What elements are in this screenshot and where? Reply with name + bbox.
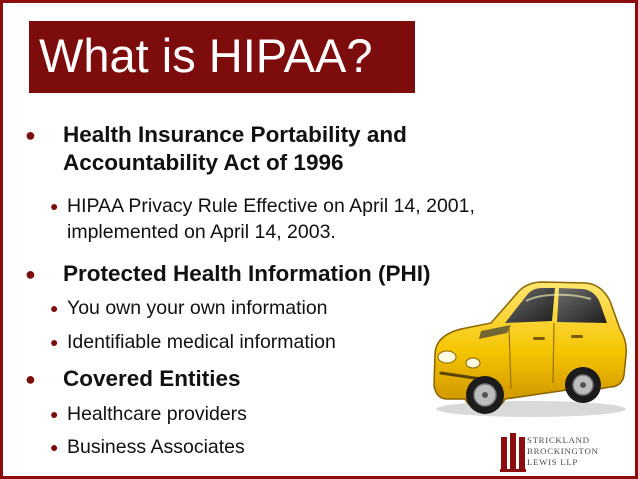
section-heading-covered-entities xyxy=(25,365,241,393)
firm-name-line: STRICKLAND xyxy=(527,435,590,445)
sub-bullet-business-associates xyxy=(50,434,245,460)
sub-bullet-line: implemented on April 14, 2003. xyxy=(67,221,336,243)
sub-bullet-line: You own your own information xyxy=(67,297,328,319)
bullet-icon: ● xyxy=(25,125,36,145)
sub-bullet-line: Healthcare providers xyxy=(67,403,247,425)
sub-bullet-identifiable-info xyxy=(50,329,336,355)
section-heading-hipaa xyxy=(25,121,407,177)
title-bar xyxy=(29,21,415,93)
slide-title: What is HIPAA? xyxy=(39,29,373,82)
bullet-icon: ● xyxy=(50,198,59,214)
bullet-icon: ● xyxy=(50,439,59,455)
sub-bullet-healthcare-providers xyxy=(50,401,247,427)
firm-logo-mark-icon xyxy=(500,433,526,473)
bullet-icon: ● xyxy=(25,369,36,389)
heading-line: Health Insurance Portability and xyxy=(63,122,407,147)
sub-bullet-own-info xyxy=(50,295,328,321)
bullet-icon: ● xyxy=(50,334,59,350)
firm-name-line: LEWIS LLP xyxy=(527,457,579,467)
sub-bullet-privacy-rule xyxy=(50,193,475,245)
heading-line: Covered Entities xyxy=(63,366,241,391)
sub-bullet-line: Identifiable medical information xyxy=(67,331,336,353)
sub-bullet-line: HIPAA Privacy Rule Effective on April 14, 2001, xyxy=(67,195,475,217)
firm-logo xyxy=(500,431,632,473)
heading-line: Protected Health Information (PHI) xyxy=(63,261,431,286)
sub-bullet-line: Business Associates xyxy=(67,436,245,458)
bullet-icon: ● xyxy=(25,264,36,284)
bullet-icon: ● xyxy=(50,406,59,422)
firm-name-line: BROCKINGTON xyxy=(527,446,599,456)
bullet-icon: ● xyxy=(50,300,59,316)
yellow-car-icon xyxy=(421,271,631,419)
heading-line: Accountability Act of 1996 xyxy=(63,150,344,175)
section-heading-phi xyxy=(25,260,431,288)
